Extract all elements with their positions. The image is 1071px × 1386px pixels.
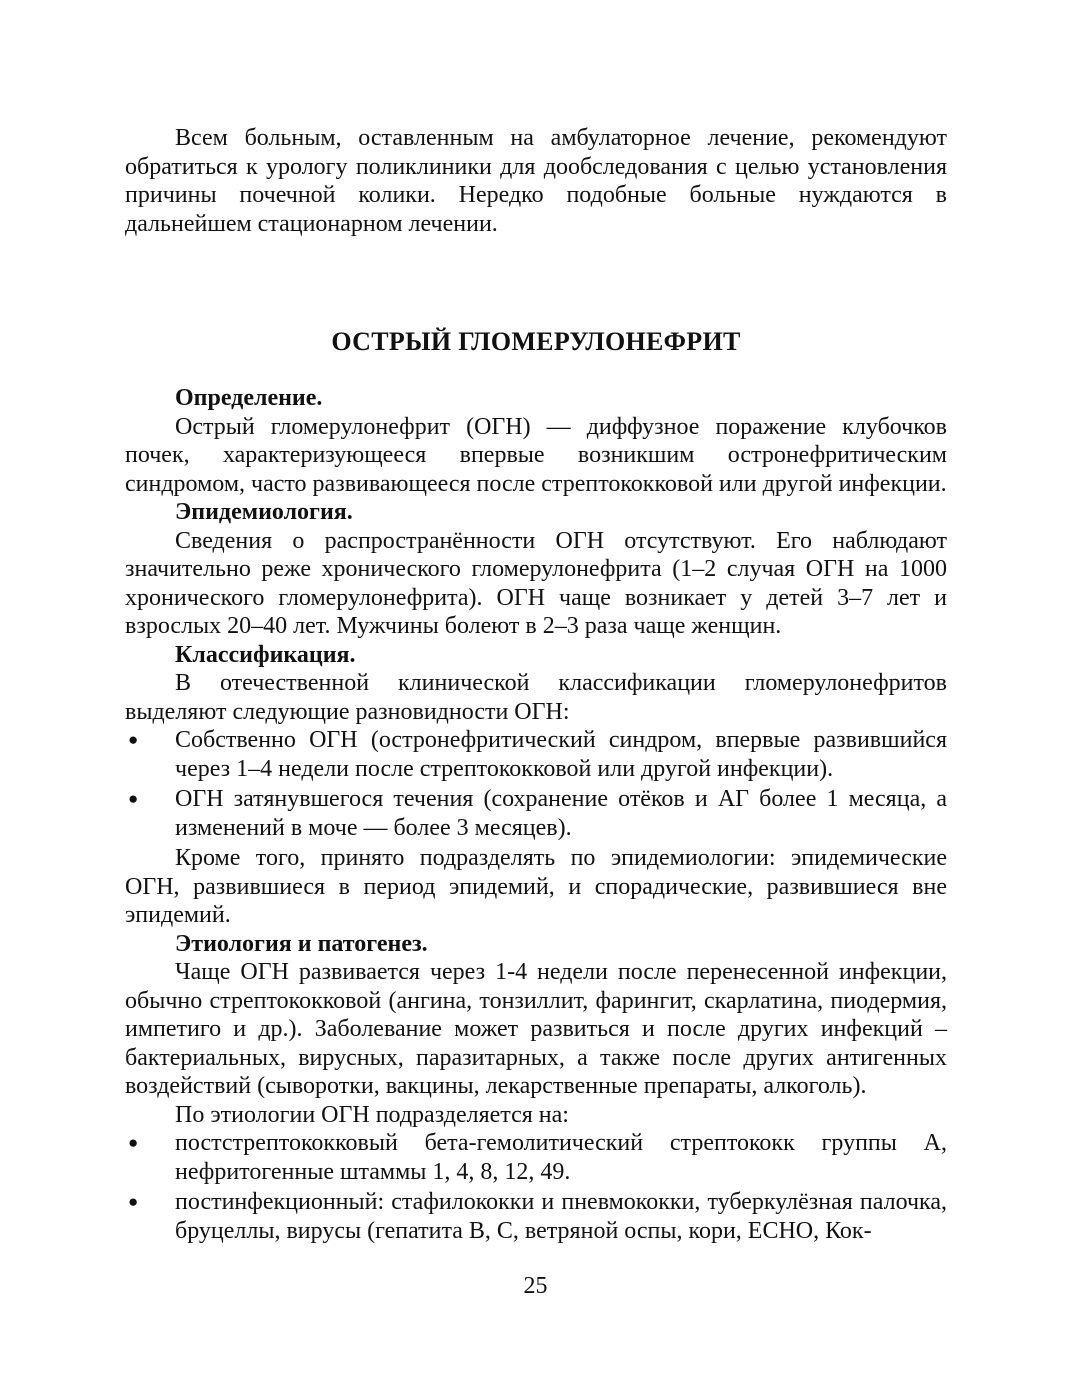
etiology-list xyxy=(125,1129,947,1245)
classification-outro: Кроме того, принято подразделять по эпидемиологии: эпидемические ОГН, развившиеся в период эпидемий, и спорадические, развившиеся вне эпидемий. xyxy=(125,845,947,928)
bullet-icon: ● xyxy=(128,1133,139,1152)
list-item xyxy=(125,726,947,783)
classification-list xyxy=(125,726,947,842)
section-title: ОСТРЫЙ ГЛОМЕРУЛОНЕФРИТ xyxy=(331,327,741,356)
list-item-text: постстрептококковый бета-гемолитический стрептококк группы А, нефритогенные штаммы 1, 4, 8, 12, 49. xyxy=(175,1130,947,1185)
list-item-text: постинфекционный: стафилококки и пневмококки, туберкулёзная палочка, бруцеллы, вирусы (гепатита В, С, ветряной оспы, кори, ЕСНО, Кок- xyxy=(175,1189,947,1244)
bullet-icon: ● xyxy=(128,1192,139,1211)
page-content xyxy=(125,124,947,1247)
list-item xyxy=(125,785,947,842)
definition-text: Острый гломерулонефрит (ОГН) — диффузное поражение клубочков почек, характеризующееся впервые возникшим остронефритическим синдромом, часто развивающееся после стрептококковой или другой инфекции. xyxy=(125,413,947,497)
epidemiology-heading: Эпидемиология. xyxy=(175,499,353,525)
epidemiology-text: Сведения о распространённости ОГН отсутствуют. Его наблюдают значительно реже хронического гломерулонефрита (1–2 случая ОГН на 1000 хронического гломерулонефрита). ОГН чаще возникает у детей 3–7 лет и взрослых 20–40 лет. Мужчины болеют в 2–3 раза чаще женщин. xyxy=(125,527,947,639)
list-item-text: Собственно ОГН (остронефритический синдром, впервые развившийся через 1–4 недели после стрептококковой или другой инфекции). xyxy=(175,727,947,782)
etiology-heading: Этиология и патогенез. xyxy=(175,930,428,957)
classification-heading: Классификация. xyxy=(175,641,356,668)
bullet-icon: ● xyxy=(128,789,139,808)
classification-intro: В отечественной клинической классификации гломерулонефритов выделяют следующие разновидности ОГН: xyxy=(125,670,947,725)
definition-heading: Определение. xyxy=(175,385,323,411)
bullet-icon: ● xyxy=(128,730,139,749)
list-item-text: ОГН затянувшегося течения (сохранение отёков и АГ более 1 месяца, а изменений в моче — более 3 месяцев). xyxy=(175,786,947,841)
etiology-subintro: По этиологии ОГН подразделяется на: xyxy=(175,1101,569,1128)
list-item xyxy=(125,1129,947,1186)
list-item xyxy=(125,1188,947,1245)
page-number: 25 xyxy=(523,1273,548,1299)
intro-paragraph: Всем больным, оставленным на амбулаторное лечение, рекомендуют обратиться к урологу поликлиники для дообследования с целью установления причины почечной колики. Нередко подобные больные нуждаются в дальнейшем стационарном лечении. xyxy=(125,125,947,237)
etiology-text: Чаще ОГН развивается через 1-4 недели после перенесенной инфекции, обычно стрептококковой (ангина, тонзиллит, фарингит, скарлатина, пиодермия, импетиго и др.). Заболевание может развиться и после других инфекций – бактериальных, вирусных, паразитарных, а также после других антигенных воздействий (сыворотки, вакцины, лекарственные препараты, алкоголь). xyxy=(125,959,947,1099)
